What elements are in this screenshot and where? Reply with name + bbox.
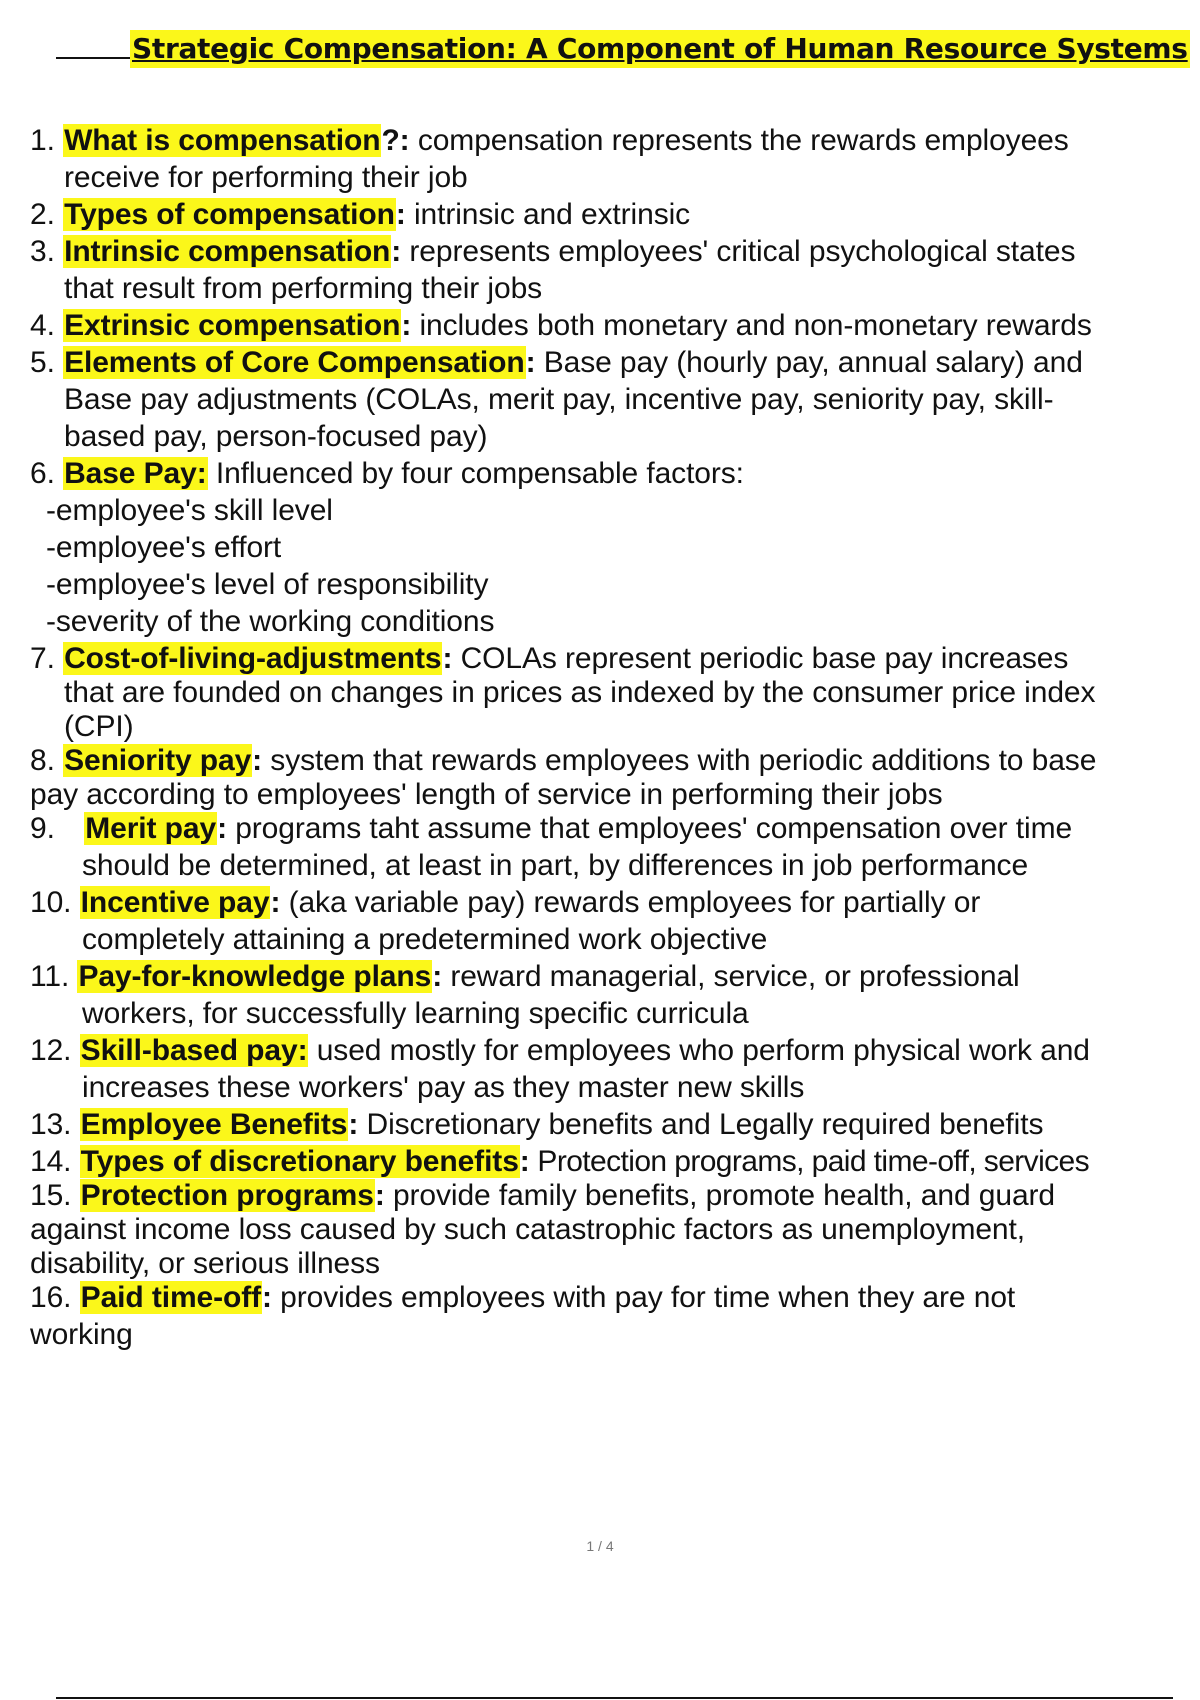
item-number: 10. <box>30 886 72 919</box>
page-title: Strategic Compensation: A Component of Human Resource Systems <box>130 30 1190 68</box>
list-item <box>30 1033 1090 1069</box>
list-item: 11. Pay-for-knowledge plans: reward managerial, service, or professional <box>30 960 1020 993</box>
item-term: Seniority pay <box>64 744 252 777</box>
item-text: used mostly for employees who perform physical work and <box>308 1034 1090 1067</box>
item-text: programs taht assume that employees' compensation over time <box>226 812 1073 845</box>
item-continuation: pay according to employees' length of service in performing their jobs <box>30 778 943 811</box>
list-item: 9. Merit pay: programs taht assume that employees' compensation over time <box>30 812 1073 845</box>
item-text: compensation represents the rewards employees <box>409 124 1069 157</box>
list-item: 16. Paid time-off: provides employees with pay for time when they are not <box>30 1281 1016 1314</box>
sub-item: -employee's level of responsibility <box>46 568 489 601</box>
item-term: Skill-based pay: <box>80 1034 308 1067</box>
list-item: 4. Extrinsic compensation: includes both monetary and non-monetary rewards <box>30 309 1092 342</box>
item-text: includes both monetary and non-monetary rewards <box>411 309 1092 342</box>
item-continuation: disability, or serious illness <box>30 1247 380 1280</box>
item-continuation: against income loss caused by such catastrophic factors as unemployment, <box>30 1213 1025 1246</box>
item-term: Cost-of-living-adjustments <box>64 642 442 675</box>
item-continuation: should be determined, at least in part, by differences in job performance <box>82 849 1029 882</box>
sub-item: -employee's skill level <box>46 494 333 527</box>
item-continuation: (CPI) <box>64 710 134 743</box>
item-term: What is compensation <box>64 124 381 157</box>
item-number: 5. <box>30 346 55 379</box>
list-item: 8. Seniority pay: system that rewards employees with periodic additions to base <box>30 744 1097 777</box>
item-continuation: that are founded on changes in prices as indexed by the consumer price index <box>64 676 1096 709</box>
item-number: 16. <box>30 1281 72 1314</box>
item-number: 15. <box>30 1179 72 1212</box>
item-number: 13. <box>30 1108 72 1141</box>
list-item: 2. Types of compensation: intrinsic and extrinsic <box>30 198 691 231</box>
item-continuation: workers, for successfully learning specific curricula <box>82 997 749 1030</box>
item-number: 12. <box>30 1034 72 1067</box>
item-continuation: working <box>30 1318 133 1351</box>
item-term: Protection programs <box>80 1179 374 1212</box>
item-continuation: receive for performing their job <box>64 161 468 194</box>
item-text: intrinsic and extrinsic <box>405 198 691 231</box>
item-text: reward managerial, service, or professional <box>442 960 1020 993</box>
item-number: 2. <box>30 198 55 231</box>
item-number: 1. <box>30 124 55 157</box>
list-item: 1. What is compensation?: compensation represents the rewards employees <box>30 124 1069 157</box>
item-continuation: Base pay adjustments (COLAs, merit pay, incentive pay, seniority pay, skill- <box>64 383 1054 416</box>
list-item: 7. Cost-of-living-adjustments: COLAs represent periodic base pay increases <box>30 642 1069 675</box>
item-continuation: increases these workers' pay as they master new skills <box>82 1071 805 1104</box>
item-continuation: that result from performing their jobs <box>64 272 543 305</box>
item-term: Paid time-off <box>80 1281 262 1314</box>
item-continuation: based pay, person-focused pay) <box>64 420 488 453</box>
item-continuation: completely attaining a predetermined work objective <box>82 923 768 956</box>
item-term: Employee Benefits <box>80 1108 348 1141</box>
item-term: Extrinsic compensation <box>64 309 401 342</box>
page-indicator: 1 / 4 <box>586 1538 614 1554</box>
item-text: provides employees with pay for time when they are not <box>271 1281 1016 1314</box>
item-term: Incentive pay <box>80 886 270 919</box>
item-number: 7. <box>30 642 55 675</box>
item-number: 14. <box>30 1145 72 1178</box>
item-text: provide family benefits, promote health, and guard <box>384 1179 1055 1212</box>
item-term: Pay-for-knowledge plans <box>78 960 432 993</box>
item-term: Types of compensation <box>64 198 395 231</box>
sub-item: -severity of the working conditions <box>46 605 495 638</box>
item-number: 9. <box>30 812 55 845</box>
item-text: Protection programs, paid time-off, services <box>529 1145 1090 1178</box>
item-term: Intrinsic compensation <box>64 235 391 268</box>
title-row <box>56 30 1190 68</box>
item-text: system that rewards employees with periodic additions to base <box>262 744 1097 777</box>
list-item: 3. Intrinsic compensation: represents employees' critical psychological states <box>30 235 1076 268</box>
item-number: 8. <box>30 744 55 777</box>
item-text: (aka variable pay) rewards employees for partially or <box>280 886 981 919</box>
list-item <box>30 456 744 492</box>
item-number: 11. <box>30 960 70 993</box>
item-text: Influenced by four compensable factors: <box>207 457 744 490</box>
item-term: Merit pay <box>85 812 217 845</box>
list-item: 5. Elements of Core Compensation: Base pay (hourly pay, annual salary) and <box>30 346 1083 379</box>
list-item: 10. Incentive pay: (aka variable pay) rewards employees for partially or <box>30 886 981 919</box>
sub-item: -employee's effort <box>46 531 282 564</box>
list-item: 14. Types of discretionary benefits: Protection programs, paid time-off, services <box>30 1145 1090 1178</box>
item-term: Elements of Core Compensation <box>64 346 525 379</box>
item-number: 4. <box>30 309 55 342</box>
item-term: Base Pay: <box>64 457 207 490</box>
item-number: 6. <box>30 457 55 490</box>
item-text: Discretionary benefits and Legally required benefits <box>358 1108 1044 1141</box>
item-text: represents employees' critical psychological states <box>401 235 1076 268</box>
item-number: 3. <box>30 235 55 268</box>
item-text: Base pay (hourly pay, annual salary) and <box>535 346 1083 379</box>
list-item: 15. Protection programs: provide family benefits, promote health, and guard <box>30 1179 1055 1212</box>
item-term: Types of discretionary benefits <box>80 1145 519 1178</box>
list-item: 13. Employee Benefits: Discretionary benefits and Legally required benefits <box>30 1108 1044 1141</box>
title-rule <box>56 57 130 59</box>
bottom-rule <box>56 1697 1173 1699</box>
item-text: COLAs represent periodic base pay increases <box>452 642 1069 675</box>
